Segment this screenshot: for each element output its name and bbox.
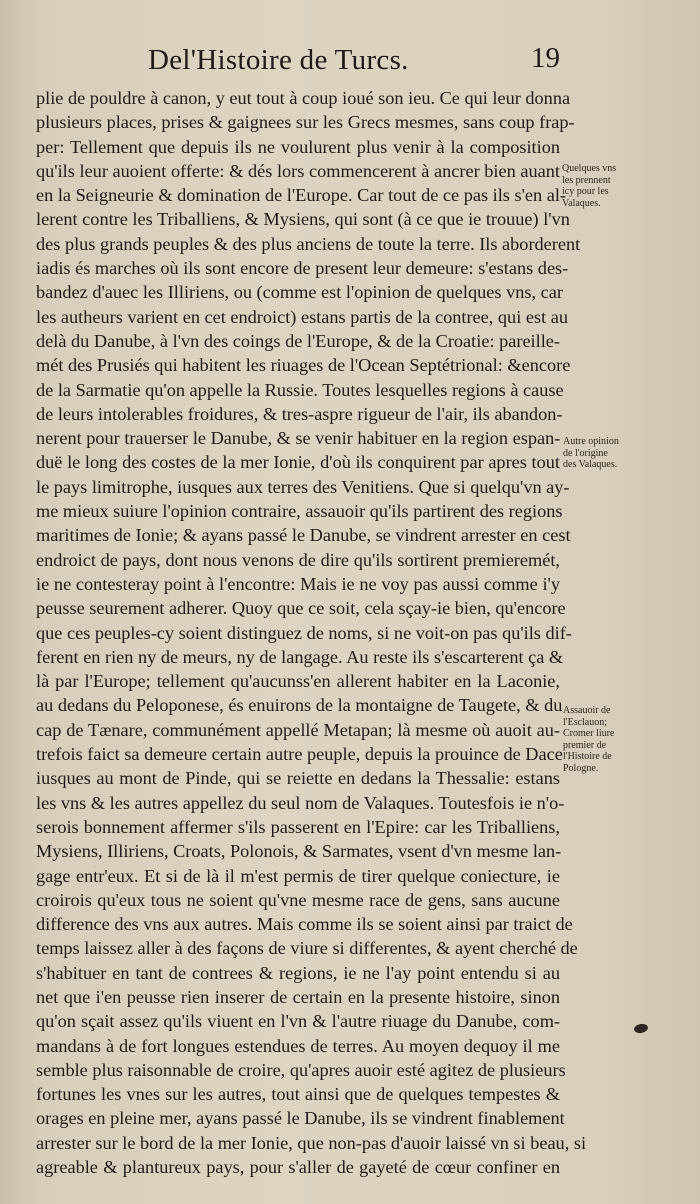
text-line: ferent en rien ny de meurs, ny de langage. Au reste ils s'escarterent ça & bbox=[36, 646, 564, 667]
text-line: des plus grands peuples & des plus anciens de toute la terre. Ils aborderent bbox=[36, 233, 581, 254]
text-line: maritimes de Ionie; & ayans passé le Danube, se vindrent arrester en cest bbox=[36, 525, 571, 546]
margin-note-line: Cromer liure bbox=[563, 728, 615, 739]
ink-stain bbox=[633, 1023, 648, 1034]
text-line: delà du Danube, à l'vn des coings de l'Europe, & de la Croatie: pareille- bbox=[36, 330, 560, 351]
text-line: net que i'en peusse rien inserer de certain en la presente histoire, sinon bbox=[36, 986, 560, 1007]
margin-note-line: icy pour les bbox=[562, 186, 609, 197]
text-line: temps laissez aller à des façons de viure si differentes, & ayent cherché de bbox=[36, 938, 578, 959]
text-line: plusieurs places, prises & gaignees sur les Grecs mesmes, sans coup frap- bbox=[36, 112, 575, 133]
text-line: agreable & plantureux pays, pour s'aller de gayeté de cœur confiner en bbox=[36, 1157, 560, 1178]
text-line: en la Seigneurie & domination de l'Europe. Car tout de ce pas ils s'en al- bbox=[36, 185, 566, 206]
text-line: iadis és marches où ils sont encore de present leur demeure: s'estans des- bbox=[36, 258, 569, 279]
text-line: croirois qu'eux tous ne soient qu'vne mesme race de gens, sans aucune bbox=[36, 889, 560, 910]
text-line: de la Sarmatie qu'on appelle la Russie. Toutes lesquelles regions à cause bbox=[36, 379, 564, 400]
text-line: lerent contre les Triballiens, & Mysiens, qui sont (à ce que ie trouue) l'vn bbox=[36, 209, 570, 230]
margin-note-line: Valaques. bbox=[562, 197, 601, 209]
text-line: duë le long des costes de la mer Ionie, d'où ils conquirent par apres tout bbox=[36, 452, 560, 473]
page-number: 19 bbox=[531, 42, 560, 74]
margin-note-line: de l'origine bbox=[563, 447, 608, 459]
text-line: au dedans du Peloponese, és enuirons de la montaigne de Taugete, & du bbox=[36, 695, 563, 716]
text-line: cap de Tænare, communément appellé Metapan; là mesme où auoit au- bbox=[36, 719, 560, 740]
running-title: Del'Histoire de Turcs. bbox=[148, 44, 409, 76]
text-line: per: Tellement que depuis ils ne voulurent plus venir à la composition bbox=[36, 136, 560, 157]
text-line: que ces peuples-cy soient distinguez de noms, si ne voit-on pas qu'ils dif- bbox=[36, 622, 572, 643]
page-header bbox=[148, 44, 568, 84]
text-line: arrester sur le bord de la mer Ionie, que non-pas d'auoir laissé vn si beau, si bbox=[36, 1132, 587, 1153]
margin-note-line: premier de bbox=[563, 739, 607, 751]
text-line: qu'on sçait assez qu'ils viuent en l'vn & l'autre riuage du Danube, com- bbox=[36, 1011, 560, 1032]
text-line: peusse seurement adherer. Quoy que ce soit, cela sçay-ie bien, qu'encore bbox=[36, 598, 566, 619]
margin-note-line: les prennent bbox=[562, 174, 611, 186]
text-line: mandans à de fort longues estendues de terres. Au moyen dequoy il me bbox=[36, 1035, 560, 1056]
margin-note-line: Quelques vns bbox=[562, 163, 617, 174]
text-line: difference des vns aux autres. Mais comme ils se soient ainsi par traict de bbox=[36, 914, 573, 935]
margin-note-line: des Valaques. bbox=[563, 459, 618, 470]
text-line: les autheurs varient en cet endroict) estans partis de la contree, qui est au bbox=[36, 306, 568, 327]
text-line: là par l'Europe; tellement qu'aucunss'en allerent habiter en la Laconie, bbox=[36, 671, 560, 692]
text-line: qu'ils leur auoient offerte: & dés lors commencerent à ancrer bien auant bbox=[36, 160, 560, 181]
margin-note-line: Assauoir de bbox=[563, 705, 611, 716]
text-line: de leurs intolerables froidures, & tres-aspre rigueur de l'air, ils abandon- bbox=[36, 403, 563, 424]
text-line: gage entr'eux. Et si de là il m'est permis de tirer quelque coniecture, ie bbox=[36, 865, 560, 886]
margin-note-line: Autre opinion bbox=[563, 436, 619, 447]
text-line: les vns & les autres appellez du seul nom de Valaques. Toutesfois ie n'o- bbox=[36, 792, 565, 813]
text-line: endroict de pays, dont nous venons de dire qu'ils sortirent premieremét, bbox=[36, 549, 560, 570]
margin-note-line: l'Esclauon; bbox=[563, 716, 608, 728]
margin-note-line: l'Histoire de bbox=[563, 751, 612, 762]
margin-note-origine bbox=[563, 436, 619, 471]
margin-note-esclauon bbox=[563, 705, 614, 774]
text-line: bandez d'auec les Illiriens, ou (comme est l'opinion de quelques vns, car bbox=[36, 282, 563, 303]
text-line: iusques au mont de Pinde, qui se reiette en dedans la Thessalie: estans bbox=[36, 768, 560, 789]
margin-note-valaques bbox=[562, 163, 616, 209]
text-line: orages en pleine mer, ayans passé le Danube, ils se vindrent finablement bbox=[36, 1108, 565, 1129]
text-line: plie de pouldre à canon, y eut tout à coup ioué son ieu. Ce qui leur donna bbox=[36, 88, 571, 108]
margin-note-line: Pologne. bbox=[563, 762, 599, 774]
text-line: Mysiens, Illiriens, Croats, Polonois, & Sarmates, vsent d'vn mesme lan- bbox=[36, 841, 562, 862]
text-line: le pays limitrophe, iusques aux terres des Venitiens. Que si quelqu'vn ay- bbox=[36, 476, 570, 497]
text-line: semble plus raisonnable de croire, qu'apres auoir esté agitez de plusieurs bbox=[36, 1059, 566, 1080]
text-line: fortunes les vnes sur les autres, tout ainsi que de quelques tempestes & bbox=[36, 1084, 560, 1105]
text-line: nerent pour trauerser le Danube, & se venir habituer en la region espan- bbox=[36, 428, 561, 449]
text-line: me mieux suiure l'opinion contraire, assauoir qu'ils partirent des regions bbox=[36, 501, 563, 522]
text-line: serois bonnement affermer s'ils passerent en l'Epire: car les Triballiens, bbox=[36, 816, 560, 837]
text-line: ie ne contesteray point à l'encontre: Mais ie ne voy pas aussi comme i'y bbox=[36, 573, 560, 594]
text-line: mét des Prusiés qui habitent les riuages de l'Ocean Septétrional: &encore bbox=[36, 355, 571, 376]
text-line: trefois faict sa demeure certain autre peuple, depuis la prouince de Dace bbox=[36, 744, 563, 765]
text-line: s'habituer en tant de contrees & regions, ie ne l'ay point entendu si au bbox=[36, 962, 560, 983]
